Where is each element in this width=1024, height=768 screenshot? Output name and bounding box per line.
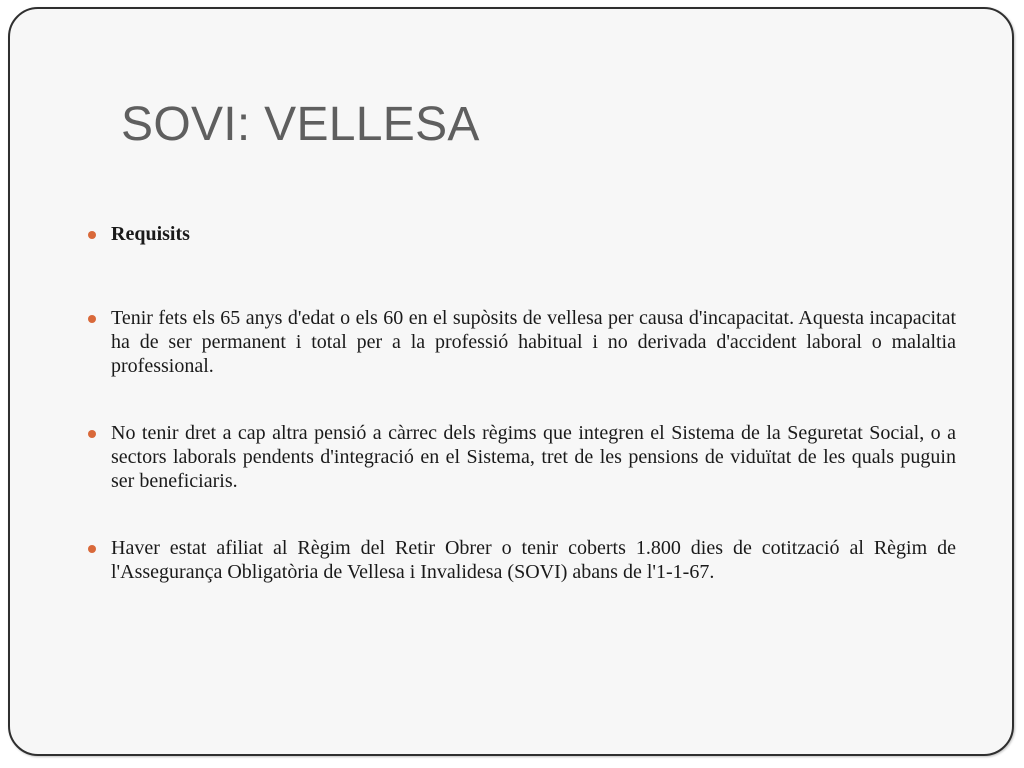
bullet-dot-icon: [88, 430, 96, 438]
bullet-dot-icon: [88, 545, 96, 553]
list-item-heading: [86, 222, 956, 246]
bullet-text: Tenir fets els 65 anys d'edat o els 60 en el supòsits de vellesa per causa d'incapacitat. Aquesta incapacitat ha de ser permanent i total per a la professió habitual i no derivada d'accident laboral o malaltia professional.: [111, 307, 956, 377]
requirements-list: [86, 222, 956, 627]
list-item-age-requirement: [86, 306, 956, 378]
list-item-affiliation: [86, 536, 956, 584]
bullet-text: No tenir dret a cap altra pensió a càrrec dels règims que integren el Sistema de la Seguretat Social, o a sectors laborals pendents d'integració en el Sistema, tret de les pensions de viduïtat de les quals puguin ser beneficiaris.: [111, 422, 956, 492]
bullet-dot-icon: [88, 315, 96, 323]
list-heading-text: Requisits: [111, 223, 190, 245]
list-item-no-other-pension: [86, 421, 956, 493]
slide-title: SOVI: VELLESA: [121, 98, 480, 151]
bullet-dot-icon: [88, 231, 96, 239]
slide-panel: [8, 7, 1014, 756]
bullet-text: Haver estat afiliat al Règim del Retir Obrer o tenir coberts 1.800 dies de cotització al Règim de l'Assegurança Obligatòria de Vellesa i Invalidesa (SOVI) abans de l'1-1-67.: [111, 537, 956, 583]
